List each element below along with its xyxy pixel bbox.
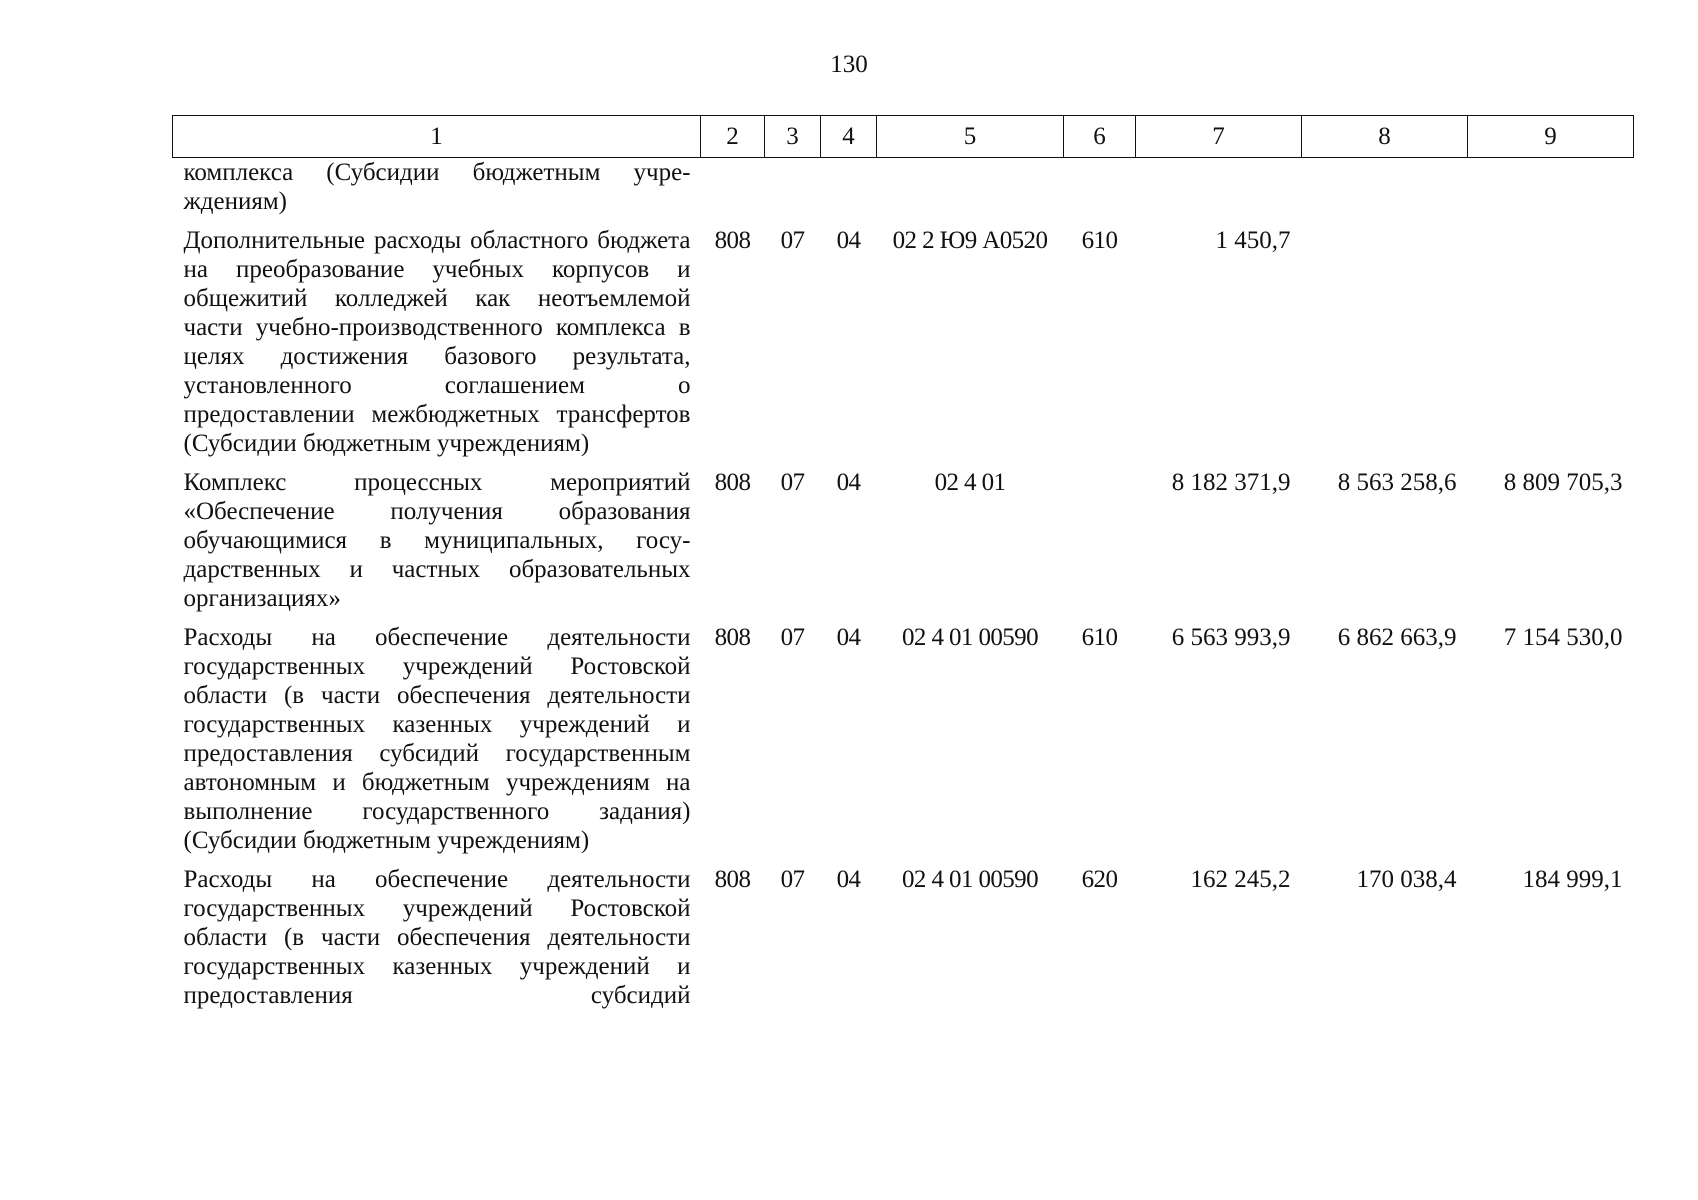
- row-value-8: 170 038,4: [1356, 866, 1457, 893]
- row-code-2: [701, 158, 765, 217]
- row-code-4: 04: [836, 866, 861, 893]
- row-value-8: 6 862 663,9: [1337, 624, 1457, 651]
- row-value-7: 8 182 371,9: [1171, 469, 1291, 496]
- row-code-3: 07: [780, 866, 805, 893]
- row-code-6: [1064, 158, 1136, 217]
- row-value-7: 162 245,2: [1190, 866, 1291, 893]
- row-code-5: 02 4 01: [934, 469, 1006, 496]
- row-code-2: 808: [714, 469, 751, 496]
- row-description: Расходы на обеспечение деятельности государственных учреждений Ростовской области (в части обеспечения деятельности государственных казенных учреждений и предоставления субсидий: [183, 866, 691, 1009]
- table-header-row: [173, 116, 1634, 158]
- row-value-9: [1468, 158, 1634, 217]
- row-value-7: 1 450,7: [1215, 227, 1291, 254]
- row-code-5: 02 4 01 00590: [902, 624, 1038, 651]
- row-value-9: 7 154 530,0: [1503, 624, 1623, 651]
- budget-table: [172, 115, 1634, 1010]
- row-code-6: 620: [1081, 866, 1118, 893]
- column-header-9: 9: [1468, 116, 1634, 158]
- row-description: Комплекс процессных мероприятий «Обеспечение получения образования обучающимися в муниципальных, государственных и частных образовательных организациях»: [183, 469, 691, 612]
- row-code-3: [765, 158, 821, 217]
- row-code-3: 07: [780, 227, 805, 254]
- row-code-6: [1064, 458, 1136, 613]
- row-code-6: 610: [1081, 227, 1118, 254]
- row-code-2: 808: [714, 227, 751, 254]
- row-code-4: 04: [836, 469, 861, 496]
- column-header-5: 5: [877, 116, 1064, 158]
- table-row: [173, 855, 1634, 1010]
- row-code-3: 07: [780, 469, 805, 496]
- row-value-7: 6 563 993,9: [1171, 624, 1291, 651]
- row-value-8: [1302, 216, 1468, 458]
- row-value-8: [1302, 158, 1468, 217]
- row-value-7: [1136, 158, 1302, 217]
- column-header-8: 8: [1302, 116, 1468, 158]
- page-number: 130: [830, 51, 868, 78]
- column-header-6: 6: [1064, 116, 1136, 158]
- column-header-2: 2: [701, 116, 765, 158]
- column-header-7: 7: [1136, 116, 1302, 158]
- column-header-1: 1: [173, 116, 701, 158]
- table-row: [173, 613, 1634, 855]
- column-header-3: 3: [765, 116, 821, 158]
- row-value-8: 8 563 258,6: [1337, 469, 1457, 496]
- row-value-9: 8 809 705,3: [1503, 469, 1623, 496]
- table-row: [173, 158, 1634, 217]
- row-value-9: 184 999,1: [1522, 866, 1623, 893]
- column-header-4: 4: [821, 116, 877, 158]
- row-code-6: 610: [1081, 624, 1118, 651]
- row-description: комплекса (Субсидии бюджетным учреждениям): [183, 159, 691, 215]
- row-code-3: 07: [780, 624, 805, 651]
- row-code-5: 02 4 01 00590: [902, 866, 1038, 893]
- row-description: Дополнительные расходы областного бюджета на преобразование учебных корпусов и общежитий колледжей как неотъемлемой части учебно-производственного комплекса в целях достижения базового результата, установленного соглашением о предоставлении межбюджетных трансфертов (Субсидии бюджетным учреждениям): [183, 227, 691, 457]
- row-code-4: 04: [836, 227, 861, 254]
- row-code-2: 808: [714, 624, 751, 651]
- row-code-4: 04: [836, 624, 861, 651]
- row-code-5: 02 2 Ю9 А0520: [892, 227, 1048, 254]
- table-row: [173, 458, 1634, 613]
- row-description: Расходы на обеспечение деятельности государственных учреждений Ростовской области (в части обеспечения деятельности государственных казенных учреждений и предоставления субсидий государственным автономным и бюджетным учреждениям на выполнение государственного задания) (Субсидии бюджетным учреждениям): [183, 624, 691, 854]
- row-code-4: [821, 158, 877, 217]
- row-code-2: 808: [714, 866, 751, 893]
- table-row: [173, 216, 1634, 458]
- row-value-9: [1468, 216, 1634, 458]
- row-code-5: [877, 158, 1064, 217]
